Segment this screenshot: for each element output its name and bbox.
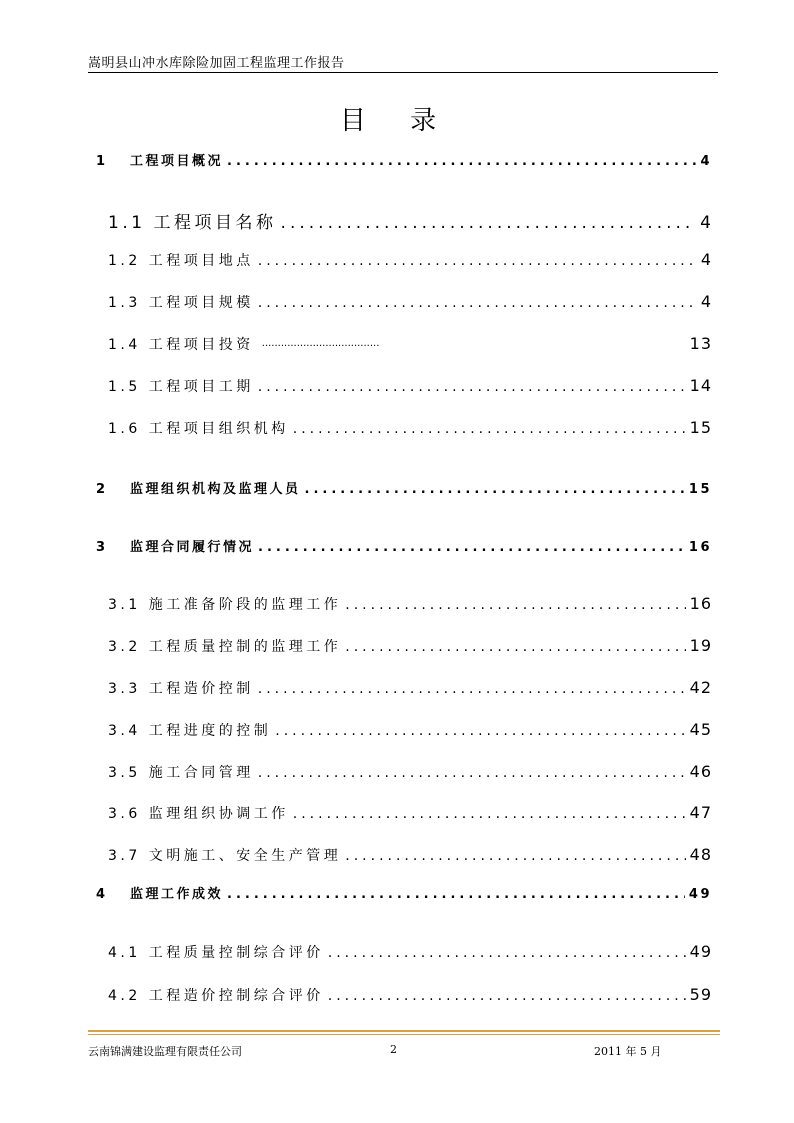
footer-rule	[88, 1030, 720, 1032]
toc-entry-4-2[interactable]	[108, 985, 712, 1005]
toc-page: 15	[689, 418, 712, 437]
toc-entry-1-6[interactable]	[108, 418, 712, 438]
toc-entry-1-4[interactable]	[108, 334, 712, 354]
toc-entry-3-7[interactable]	[108, 845, 712, 865]
toc-number: 1.4	[108, 337, 141, 353]
toc-number: 2	[96, 482, 108, 497]
toc-entry-3[interactable]	[96, 536, 712, 555]
toc-leader	[258, 379, 686, 395]
toc-entry-3-3[interactable]	[108, 678, 712, 698]
footer-date: 2011 年 5 月	[594, 1045, 662, 1058]
toc-entry-1-3[interactable]	[108, 292, 712, 312]
toc-page: 45	[689, 720, 712, 739]
toc-label: 监理合同履行情况	[130, 540, 255, 555]
toc-number: 3.5	[108, 765, 141, 781]
page-title: 目 录	[339, 106, 455, 136]
toc-label: 工程进度的控制	[148, 723, 272, 739]
toc-label: 工程造价控制综合评价	[148, 988, 324, 1004]
toc-entry-4[interactable]	[96, 883, 712, 902]
toc-leader	[305, 482, 685, 497]
footer-page-number: 2	[390, 1043, 397, 1056]
toc-leader	[258, 295, 697, 311]
toc-leader	[227, 887, 685, 902]
toc-label: 工程项目规模	[148, 295, 254, 311]
toc-page: 42	[689, 678, 712, 697]
toc-page: 13	[689, 334, 712, 353]
toc-label: 文明施工、安全生产管理	[148, 848, 342, 864]
toc-page: 49	[689, 942, 712, 961]
footer-rule-thin	[88, 1034, 720, 1035]
toc-number: 3.7	[108, 848, 141, 864]
toc-leader	[328, 945, 686, 961]
toc-page: 59	[689, 985, 712, 1004]
toc-leader	[258, 681, 686, 697]
toc-number: 4	[96, 887, 108, 902]
toc-label: 工程质量控制的监理工作	[148, 639, 342, 655]
toc-label: 施工合同管理	[148, 765, 254, 781]
toc-page: 49	[688, 887, 712, 902]
toc-page: 47	[689, 803, 712, 822]
toc-number: 3.6	[108, 806, 141, 822]
toc-page: 16	[689, 594, 712, 613]
toc-leader	[328, 988, 686, 1004]
toc-leader	[258, 765, 686, 781]
toc-leader	[345, 597, 685, 613]
toc-entry-3-4[interactable]	[108, 720, 712, 740]
toc-page: 4	[700, 154, 712, 169]
toc-label: 工程项目地点	[148, 253, 254, 269]
toc-page: 4	[700, 292, 712, 311]
toc-label: 工程项目工期	[148, 379, 254, 395]
toc-entry-1-5[interactable]	[108, 376, 712, 396]
toc-label: 工程项目名称	[153, 213, 277, 233]
toc-page: 16	[688, 540, 712, 555]
toc-number: 3.4	[108, 723, 141, 739]
toc-number: 1.1	[108, 213, 146, 233]
toc-page: 14	[689, 376, 712, 395]
toc-label: 工程项目投资	[148, 337, 254, 353]
toc-number: 4.2	[108, 988, 141, 1004]
footer-company: 云南锦满建设监理有限责任公司	[88, 1045, 242, 1058]
toc-entry-1-2[interactable]	[108, 250, 712, 270]
toc-leader	[281, 213, 697, 233]
toc-leader	[227, 154, 696, 169]
toc-leader	[293, 806, 686, 822]
toc-entry-3-1[interactable]	[108, 594, 712, 614]
toc-page: 19	[689, 636, 712, 655]
toc-leader	[345, 848, 685, 864]
toc-number: 1	[96, 154, 108, 169]
toc-leader	[258, 540, 685, 555]
toc-label: 监理组织协调工作	[148, 806, 289, 822]
toc-leader	[258, 253, 697, 269]
toc-leader	[275, 723, 685, 739]
toc-number: 3.3	[108, 681, 141, 697]
toc-label: 监理工作成效	[130, 887, 224, 902]
toc-label: 工程项目组织机构	[148, 421, 289, 437]
toc-entry-2[interactable]	[96, 478, 712, 497]
toc-entry-1[interactable]	[96, 150, 712, 169]
toc-number: 1.3	[108, 295, 141, 311]
toc-leader	[262, 341, 380, 352]
toc-label: 工程质量控制综合评价	[148, 945, 324, 961]
toc-entry-4-1[interactable]	[108, 942, 712, 962]
toc-page: 4	[700, 213, 712, 233]
header-rule	[88, 72, 718, 73]
toc-label: 工程项目概况	[130, 154, 224, 169]
toc-label: 监理组织机构及监理人员	[130, 482, 301, 497]
toc-entry-3-5[interactable]	[108, 762, 712, 782]
toc-page: 4	[700, 250, 712, 269]
toc-page: 48	[689, 845, 712, 864]
toc-leader	[293, 421, 686, 437]
toc-entry-3-6[interactable]	[108, 803, 712, 823]
toc-label: 施工准备阶段的监理工作	[148, 597, 342, 613]
toc-number: 3.1	[108, 597, 141, 613]
toc-number: 1.2	[108, 253, 141, 269]
toc-number: 4.1	[108, 945, 141, 961]
toc-number: 1.6	[108, 421, 141, 437]
toc-number: 3	[96, 540, 108, 555]
toc-number: 3.2	[108, 639, 141, 655]
toc-leader	[345, 639, 685, 655]
toc-label: 工程造价控制	[148, 681, 254, 697]
toc-page: 15	[688, 482, 712, 497]
toc-number: 1.5	[108, 379, 141, 395]
toc-page: 46	[689, 762, 712, 781]
toc-entry-1-1[interactable]	[108, 208, 712, 233]
toc-entry-3-2[interactable]	[108, 636, 712, 656]
running-header: 嵩明县山冲水库除险加固工程监理工作报告	[88, 56, 345, 71]
